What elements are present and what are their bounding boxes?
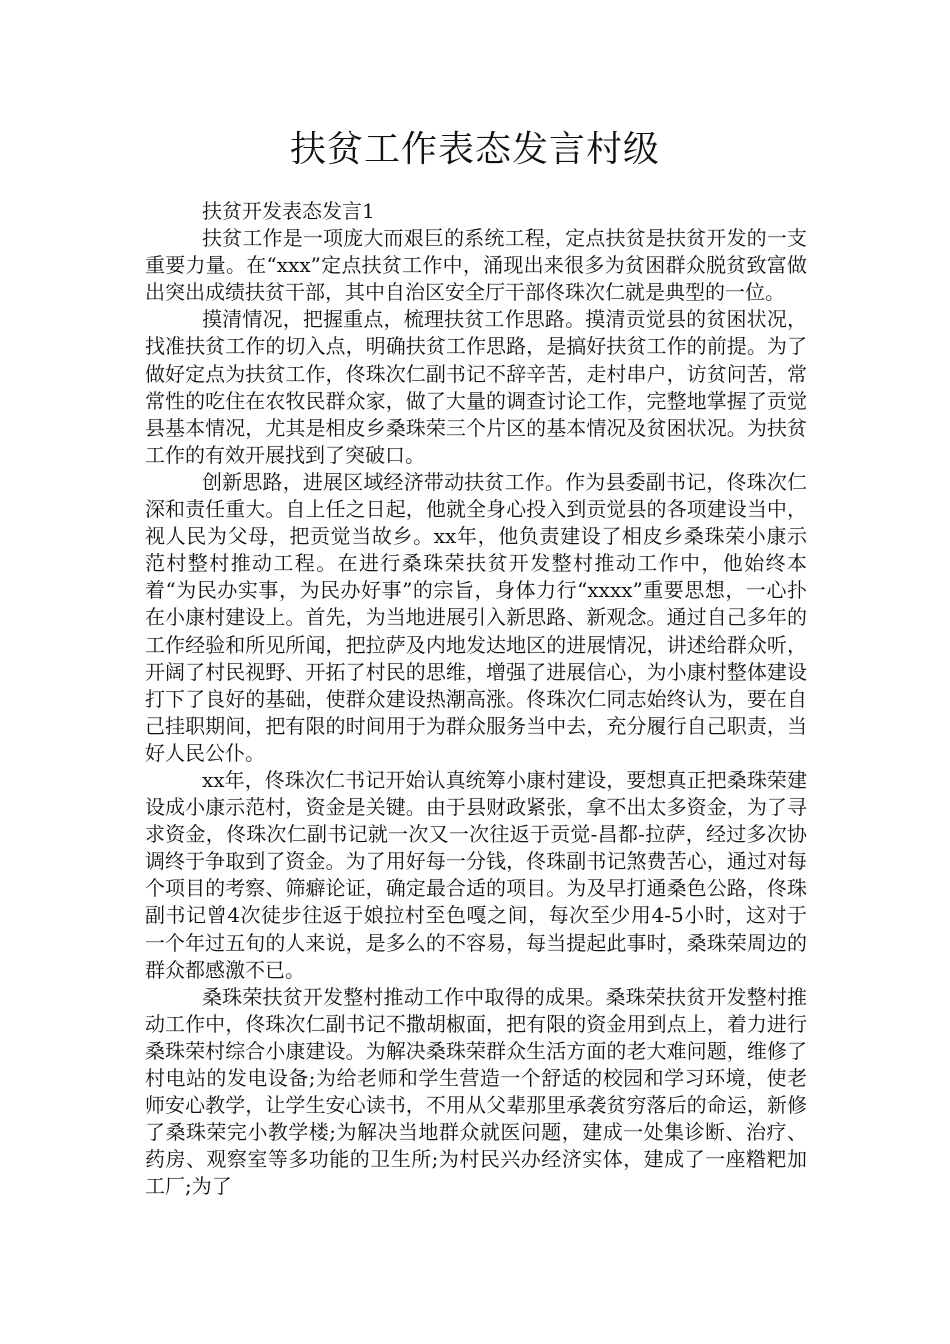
paragraph: 桑珠荣扶贫开发整村推动工作中取得的成果。桑珠荣扶贫开发整村推动工作中，佟珠次仁副书记不撒胡椒面，把有限的资金用到点上，着力进行桑珠荣村综合小康建设。为解决桑珠荣群众生活方面的老大难问题，维修了村电站的发电设备;为给老师和学生营造一个舒适的校园和学习环境，使老师安心教学，让学生安心读书，不用从父辈那里承袭贫穷落后的命运，新修了桑珠荣完小教学楼;为解决当地群众就医问题，建成一处集诊断、治疗、药房、观察室等多功能的卫生所;为村民兴办经济实体，建成了一座糌粑加工厂;为了 — [145, 984, 807, 1199]
paragraph: 创新思路，进展区域经济带动扶贫工作。作为县委副书记，佟珠次仁深和责任重大。自上任之日起，他就全身心投入到贡觉县的各项建设当中，视人民为父母，把贡觉当故乡。xx年，他负责建设了相皮乡桑珠荣小康示范村整村推动工程。在进行桑珠荣扶贫开发整村推动工作中，他始终本着“为民办实事，为民办好事”的宗旨，身体力行“xxxx”重要思想，一心扑在小康村建设上。首先，为当地进展引入新思路、新观念。通过自己多年的工作经验和所见所闻，把拉萨及内地发达地区的进展情况，讲述给群众听，开阔了村民视野、开拓了村民的思维，增强了进展信心，为小康村整体建设打下了良好的基础，使群众建设热潮高涨。佟珠次仁同志始终认为，要在自己挂职期间，把有限的时间用于为群众服务当中去，充分履行自己职责，当好人民公仆。 — [145, 469, 807, 765]
document-title: 扶贫工作表态发言村级 — [289, 129, 660, 170]
document-body — [145, 198, 807, 1200]
paragraph: 摸清情况，把握重点，梳理扶贫工作思路。摸清贡觉县的贫困状况，找准扶贫工作的切入点，明确扶贫工作思路，是搞好扶贫工作的前提。为了做好定点为扶贫工作，佟珠次仁副书记不辞辛苦，走村串户，访贫问苦，常常性的吃住在农牧民群众家，做了大量的调查讨论工作，完整地掌握了贡觉县基本情况，尤其是相皮乡桑珠荣三个片区的基本情况及贫困状况。为扶贫工作的有效开展找到了突破口。 — [145, 307, 807, 467]
paragraph: xx年，佟珠次仁书记开始认真统筹小康村建设，要想真正把桑珠荣建设成小康示范村，资金是关键。由于县财政紧张，拿不出太多资金，为了寻求资金，佟珠次仁副书记就一次又一次往返于贡觉-昌都-拉萨，经过多次协调终于争取到了资金。为了用好每一分钱，佟珠副书记煞费苦心，通过对每个项目的考察、筛癖论证，确定最合适的项目。为及早打通桑色公路，佟珠副书记曾4次徒步往返于娘拉村至色嘎之间，每次至少用4-5小时，这对于一个年过五旬的人来说，是多么的不容易，每当提起此事时，桑珠荣周边的群众都感激不已。 — [145, 767, 807, 982]
paragraph-heading: 扶贫开发表态发言1 — [202, 199, 375, 223]
paragraph: 扶贫工作是一项庞大而艰巨的系统工程，定点扶贫是扶贫开发的一支重要力量。在“xxx”定点扶贫工作中，涌现出来很多为贫困群众脱贫致富做出突出成绩扶贫干部，其中自治区安全厅干部佟珠次仁就是典型的一位。 — [145, 226, 807, 305]
